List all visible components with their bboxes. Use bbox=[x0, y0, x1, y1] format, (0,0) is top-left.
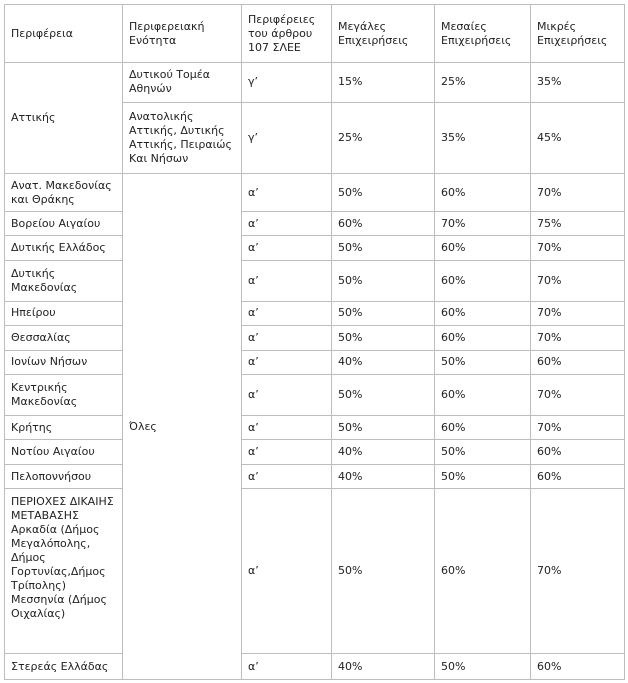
region-cell-just-transition: ΠΕΡΙΟΧΕΣ ΔΙΚΑΙΗΣ ΜΕΤΑΒΑΣΗΣ Αρκαδία (Δήμος Μεγαλόπολης, Δήμος Γορτυνίας,Δήμος Τρίπολης) Μεσσηνία (Δήμος Οιχαλίας) bbox=[5, 489, 123, 654]
large-cell: 50% bbox=[332, 375, 435, 416]
table-row bbox=[5, 301, 625, 325]
small-cell: 60% bbox=[531, 654, 625, 680]
region-cell: Νοτίου Αιγαίου bbox=[5, 440, 123, 464]
medium-cell: 50% bbox=[435, 464, 531, 488]
medium-cell: 60% bbox=[435, 415, 531, 439]
article-cell: α’ bbox=[242, 211, 332, 235]
region-cell: Δυτικής Ελλάδος bbox=[5, 236, 123, 260]
medium-cell: 50% bbox=[435, 350, 531, 374]
table-row bbox=[5, 489, 625, 654]
medium-cell: 60% bbox=[435, 301, 531, 325]
large-cell: 50% bbox=[332, 415, 435, 439]
small-cell: 70% bbox=[531, 260, 625, 301]
large-cell: 60% bbox=[332, 211, 435, 235]
article-cell: α’ bbox=[242, 174, 332, 212]
table-row bbox=[5, 260, 625, 301]
small-cell: 70% bbox=[531, 375, 625, 416]
header-regional-unit: Περιφερειακή Ενότητα bbox=[123, 5, 242, 63]
table-row bbox=[5, 415, 625, 439]
table-row bbox=[5, 211, 625, 235]
table-row bbox=[5, 654, 625, 680]
header-article-107: Περιφέρειες του άρθρου 107 ΣΛΕΕ bbox=[242, 5, 332, 63]
region-cell: Ιονίων Νήσων bbox=[5, 350, 123, 374]
table-row bbox=[5, 375, 625, 416]
large-cell: 40% bbox=[332, 464, 435, 488]
header-large-enterprises: Μεγάλες Επιχειρήσεις bbox=[332, 5, 435, 63]
article-cell: γ’ bbox=[242, 102, 332, 173]
small-cell: 60% bbox=[531, 464, 625, 488]
medium-cell: 60% bbox=[435, 489, 531, 654]
small-cell: 60% bbox=[531, 440, 625, 464]
header-row bbox=[5, 5, 625, 63]
article-cell: α’ bbox=[242, 415, 332, 439]
table-row bbox=[5, 350, 625, 374]
medium-cell: 25% bbox=[435, 63, 531, 103]
small-cell: 70% bbox=[531, 326, 625, 350]
region-cell: Κεντρικής Μακεδονίας bbox=[5, 375, 123, 416]
medium-cell: 35% bbox=[435, 102, 531, 173]
article-cell: α’ bbox=[242, 440, 332, 464]
article-cell: α’ bbox=[242, 350, 332, 374]
medium-cell: 50% bbox=[435, 440, 531, 464]
medium-cell: 60% bbox=[435, 375, 531, 416]
table-row bbox=[5, 174, 625, 212]
small-cell: 70% bbox=[531, 415, 625, 439]
article-cell: α’ bbox=[242, 654, 332, 680]
article-cell: α’ bbox=[242, 375, 332, 416]
article-cell: α’ bbox=[242, 260, 332, 301]
medium-cell: 60% bbox=[435, 174, 531, 212]
unit-cell: Ανατολικής Αττικής, Δυτικής Αττικής, Πειραιώς Και Νήσων bbox=[123, 102, 242, 173]
medium-cell: 50% bbox=[435, 654, 531, 680]
large-cell: 50% bbox=[332, 260, 435, 301]
medium-cell: 60% bbox=[435, 236, 531, 260]
large-cell: 40% bbox=[332, 350, 435, 374]
header-medium-enterprises: Μεσαίες Επιχειρήσεις bbox=[435, 5, 531, 63]
article-cell: α’ bbox=[242, 326, 332, 350]
table-row bbox=[5, 440, 625, 464]
region-cell: Στερεάς Ελλάδας bbox=[5, 654, 123, 680]
small-cell: 70% bbox=[531, 174, 625, 212]
article-cell: α’ bbox=[242, 464, 332, 488]
small-cell: 75% bbox=[531, 211, 625, 235]
unit-cell: Δυτικού Τομέα Αθηνών bbox=[123, 63, 242, 103]
large-cell: 50% bbox=[332, 301, 435, 325]
table-row bbox=[5, 326, 625, 350]
small-cell: 35% bbox=[531, 63, 625, 103]
large-cell: 50% bbox=[332, 489, 435, 654]
table-row bbox=[5, 63, 625, 103]
small-cell: 70% bbox=[531, 301, 625, 325]
large-cell: 40% bbox=[332, 654, 435, 680]
region-cell-attica: Αττικής bbox=[5, 63, 123, 174]
region-cell: Πελοποννήσου bbox=[5, 464, 123, 488]
article-cell: α’ bbox=[242, 489, 332, 654]
article-cell: α’ bbox=[242, 236, 332, 260]
large-cell: 15% bbox=[332, 63, 435, 103]
article-cell: γ’ bbox=[242, 63, 332, 103]
large-cell: 25% bbox=[332, 102, 435, 173]
medium-cell: 70% bbox=[435, 211, 531, 235]
article-cell: α’ bbox=[242, 301, 332, 325]
large-cell: 50% bbox=[332, 236, 435, 260]
large-cell: 50% bbox=[332, 326, 435, 350]
medium-cell: 60% bbox=[435, 260, 531, 301]
large-cell: 40% bbox=[332, 440, 435, 464]
large-cell: 50% bbox=[332, 174, 435, 212]
medium-cell: 60% bbox=[435, 326, 531, 350]
region-cell: Θεσσαλίας bbox=[5, 326, 123, 350]
region-cell: Ανατ. Μακεδονίας και Θράκης bbox=[5, 174, 123, 212]
region-cell: Ηπείρου bbox=[5, 301, 123, 325]
region-cell: Κρήτης bbox=[5, 415, 123, 439]
region-cell: Δυτικής Μακεδονίας bbox=[5, 260, 123, 301]
small-cell: 45% bbox=[531, 102, 625, 173]
header-region: Περιφέρεια bbox=[5, 5, 123, 63]
small-cell: 70% bbox=[531, 236, 625, 260]
small-cell: 60% bbox=[531, 350, 625, 374]
small-cell: 70% bbox=[531, 489, 625, 654]
table-row bbox=[5, 236, 625, 260]
region-cell: Βορείου Αιγαίου bbox=[5, 211, 123, 235]
table-row bbox=[5, 464, 625, 488]
unit-cell-all: Όλες bbox=[123, 174, 242, 680]
aid-intensity-table bbox=[4, 4, 625, 680]
header-small-enterprises: Μικρές Επιχειρήσεις bbox=[531, 5, 625, 63]
